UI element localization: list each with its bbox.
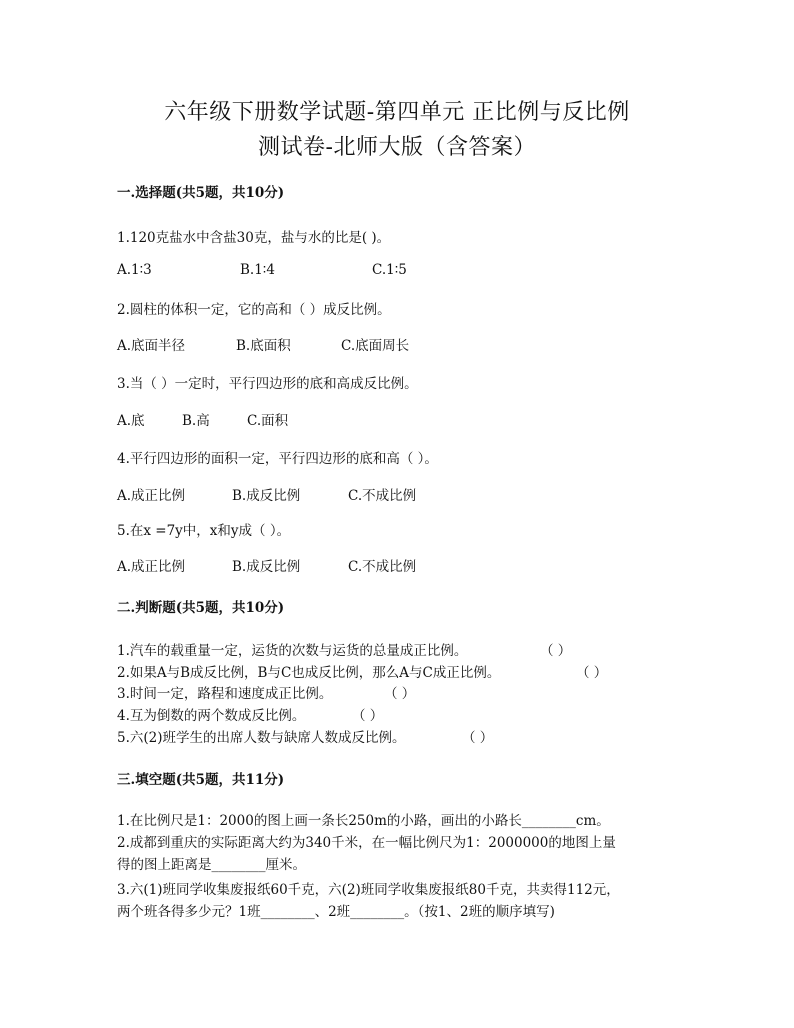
option-a: A.1∶3	[117, 262, 152, 278]
fill-blank-line: 两个班各得多少元？1班________、2班________。（按1、2班的顺序填写)	[117, 904, 555, 920]
fill-blank-line: 3.六(1)班同学收集废报纸60千克，六(2)班同学收集废报纸80千克，共卖得112元，	[117, 882, 620, 898]
option-b: B.1∶4	[240, 262, 275, 278]
section-heading-choice: 一.选择题(共5题，共10分)	[117, 185, 285, 201]
answer-parentheses: （ ）	[540, 643, 572, 659]
statement-text: 2.如果A与B成反比例，B与C也成反比例，那么A与C成正比例。	[117, 665, 501, 681]
option-b: B.成反比例	[232, 559, 301, 575]
statement-text: 4.互为倒数的两个数成反比例。	[117, 708, 306, 724]
answer-parentheses: （ ）	[576, 665, 608, 681]
question-text: 5.在x =7y中，x和y成（ ）。	[117, 523, 291, 539]
option-c: C.不成比例	[348, 488, 417, 504]
option-a: A.底	[117, 413, 145, 429]
fill-blank-line: 2.成都到重庆的实际距离大约为340千米，在一幅比例尺为1：2000000的地图上量	[117, 835, 616, 851]
option-c: C.底面周长	[341, 338, 410, 354]
answer-parentheses: （ ）	[352, 708, 384, 724]
document-title-line-2: 测试卷-北师大版（含答案）	[258, 135, 536, 160]
option-c: C.不成比例	[348, 559, 417, 575]
question-text: 3.当（ ）一定时，平行四边形的底和高成反比例。	[117, 376, 418, 392]
option-b: B.高	[182, 413, 210, 429]
fill-blank-line: 得的图上距离是________厘米。	[117, 857, 306, 873]
question-text: 4.平行四边形的面积一定，平行四边形的底和高（ ）。	[117, 451, 438, 467]
answer-parentheses: （ ）	[462, 730, 494, 746]
option-c: C.面积	[247, 413, 289, 429]
option-a: A.成正比例	[117, 559, 186, 575]
option-c: C.1∶5	[372, 262, 407, 278]
section-heading-fill-blank: 三.填空题(共5题，共11分)	[117, 772, 285, 788]
answer-parentheses: （ ）	[384, 686, 416, 702]
option-a: A.成正比例	[117, 488, 186, 504]
option-b: B.底面积	[236, 338, 291, 354]
question-text: 2.圆柱的体积一定，它的高和（ ）成反比例。	[117, 302, 391, 318]
section-heading-true-false: 二.判断题(共5题，共10分)	[117, 600, 285, 616]
question-text: 1.120克盐水中含盐30克，盐与水的比是( )。	[117, 230, 391, 246]
statement-text: 3.时间一定，路程和速度成正比例。	[117, 686, 333, 702]
statement-text: 5.六(2)班学生的出席人数与缺席人数成反比例。	[117, 730, 406, 746]
document-title-line-1: 六年级下册数学试题-第四单元 正比例与反比例	[164, 100, 630, 125]
option-a: A.底面半径	[117, 338, 186, 354]
fill-blank-line: 1.在比例尺是1：2000的图上画一条长250m的小路，画出的小路长________cm。	[117, 813, 610, 829]
option-b: B.成反比例	[232, 488, 301, 504]
statement-text: 1.汽车的载重量一定，运货的次数与运货的总量成正比例。	[117, 643, 468, 659]
